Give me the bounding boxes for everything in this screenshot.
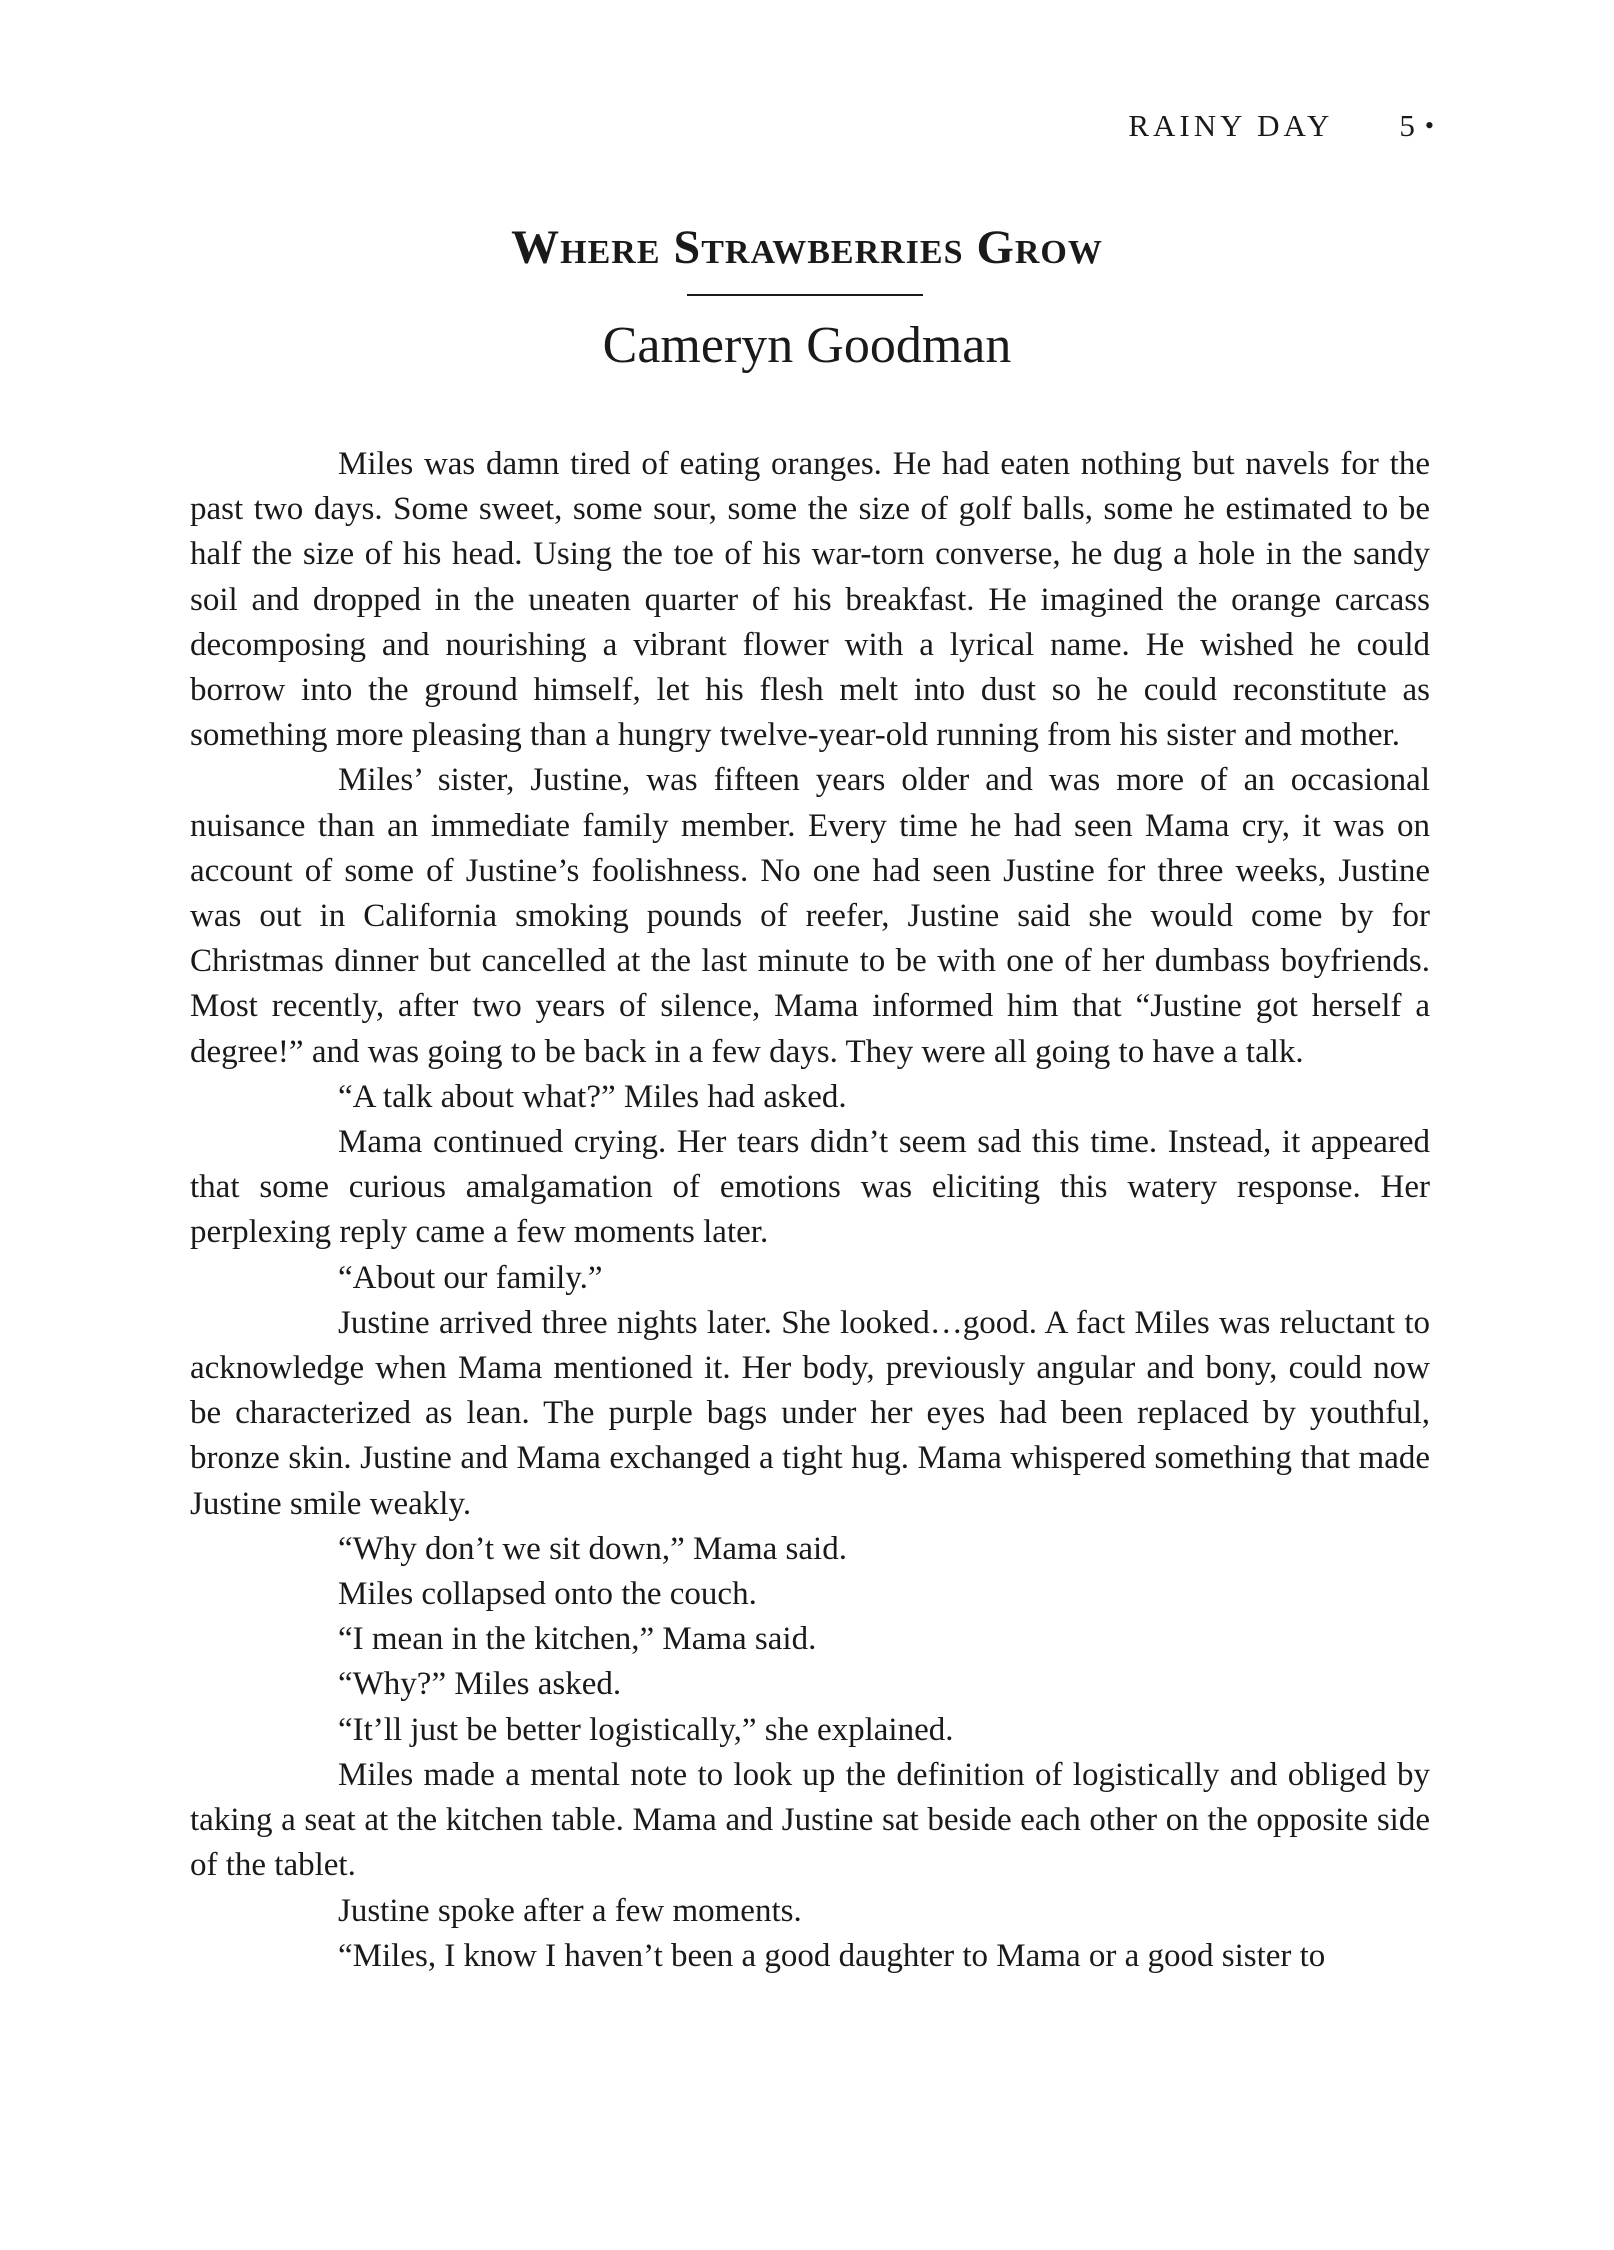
paragraph: “Miles, I know I haven’t been a good daughter to Mama or a good sister to [338,1937,1326,1974]
paragraph: “I mean in the kitchen,” Mama said. [338,1621,817,1658]
running-header [1128,108,1434,144]
paragraph: “About our family.” [338,1259,603,1296]
page-number: 5 [1399,108,1415,143]
story-author: Cameryn Goodman [602,317,1012,374]
paragraph: “Why don’t we sit down,” Mama said. [338,1530,847,1567]
bullet-glyph: • [1424,111,1434,140]
paragraph: “It’ll just be better logistically,” she explained. [338,1711,954,1748]
paragraph: Miles made a mental note to look up the definition of logistically and obliged by taking a seat at the kitchen table. Mama and Justine sat beside each other on the opposite side of the tablet. [190,1756,1430,1884]
paragraph: Miles was damn tired of eating oranges. He had eaten nothing but navels for the past two days. Some sweet, some sour, some the size of golf balls, some he estimated to be half the size of his head. Using the toe of his war-torn converse, he dug a hole in the sandy soil and dropped in the uneaten quarter of his breakfast. He imagined the orange carcass decomposing and nourishing a vibrant flower with a lyrical name. He wished he could borrow into the ground himself, let his flesh melt into dust so he could reconstitute as something more pleasing than a hungry twelve-year-old running from his sister and mother. [190,446,1430,754]
paragraph: Justine arrived three nights later. She looked…good. A fact Miles was reluctant to acknowledge when Mama mentioned it. Her body, previously angular and bony, could now be characterized as lean. The purple bags under her eyes had been replaced by youthful, bronze skin. Justine and Mama exchanged a tight hug. Mama whispered something that made Justine smile weakly. [190,1304,1430,1522]
paragraph: Justine spoke after a few moments. [338,1892,802,1929]
running-title: RAINY DAY [1128,108,1334,143]
title-divider [687,294,923,296]
story-body [190,442,1430,1979]
paragraph: Mama continued crying. Her tears didn’t seem sad this time. Instead, it appeared that some curious amalgamation of emotions was eliciting this watery response. Her perplexing reply came a few moments later. [190,1124,1430,1251]
story-title: Where Strawberries Grow [511,221,1103,274]
paragraph: Miles’ sister, Justine, was fifteen years older and was more of an occasional nuisance than an immediate family member. Every time he had seen Mama cry, it was on account of some of Justine’s foolishness. No one had seen Justine for three weeks, Justine was out in California smoking pounds of reefer, Justine said she would come by for Christmas dinner but cancelled at the last minute to be with one of her dumbass boyfriends. Most recently, after two years of silence, Mama informed him that “Justine got herself a degree!” and was going to be back in a few days. They were all going to have a talk. [190,762,1430,1070]
paragraph: “Why?” Miles asked. [338,1666,622,1703]
paragraph: “A talk about what?” Miles had asked. [338,1078,847,1115]
paragraph: Miles collapsed onto the couch. [338,1576,757,1613]
